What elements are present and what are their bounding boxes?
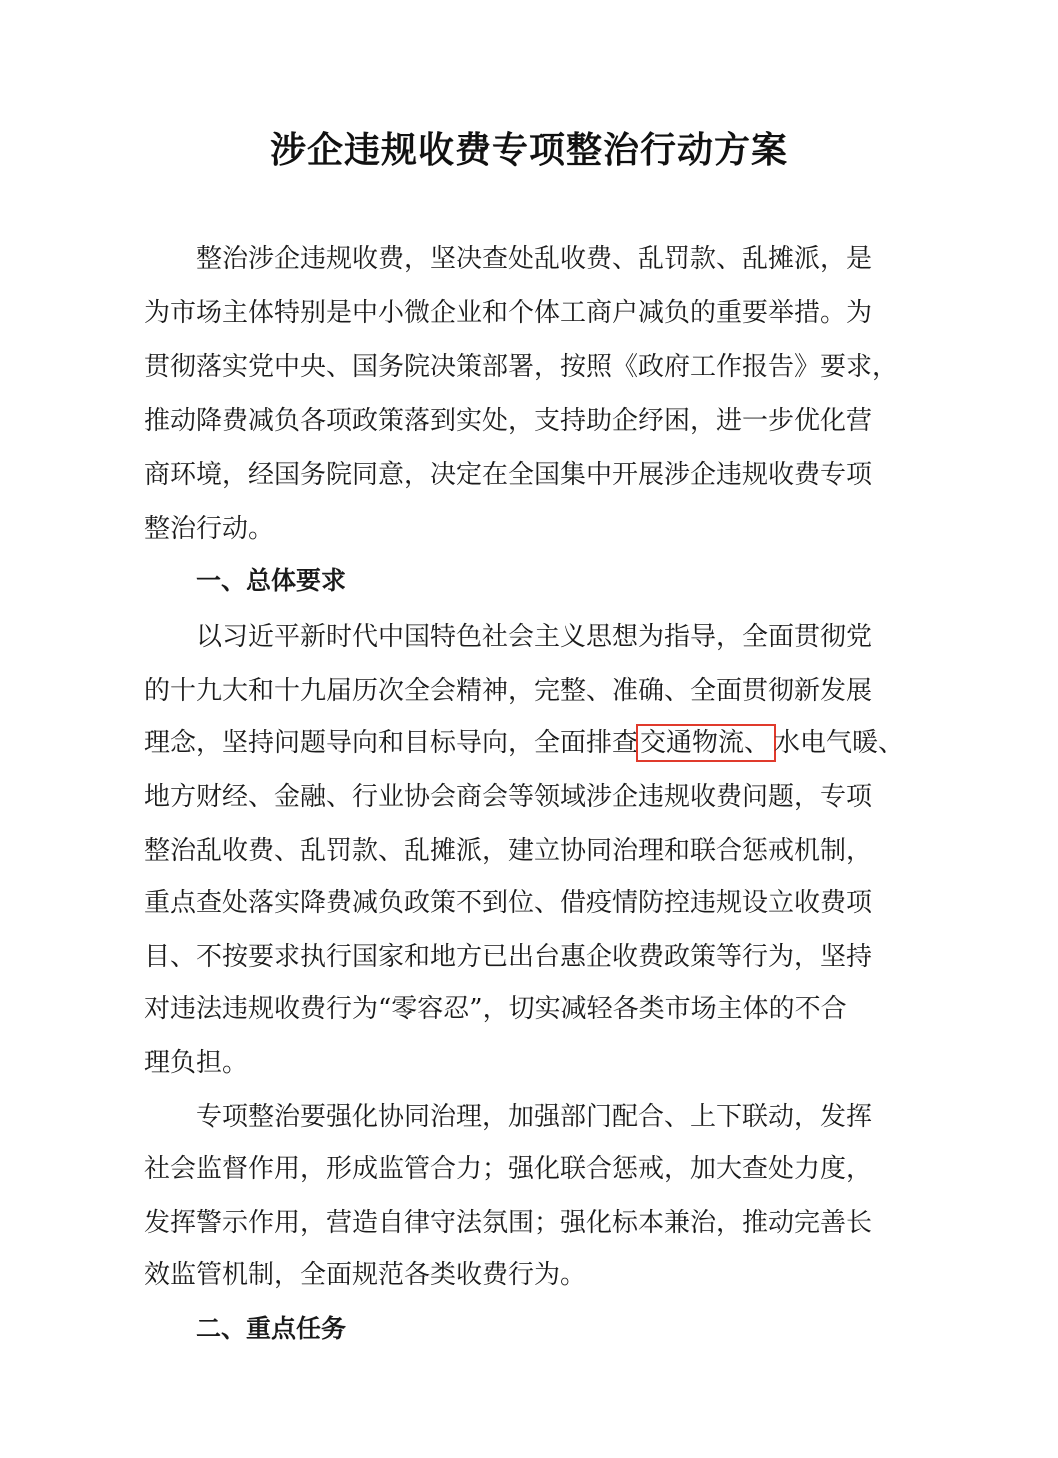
paragraph-3-line-4: 效监管机制，全面规范各类收费行为。 [144, 1260, 587, 1290]
paragraph-2-line-2: 的十九大和十九届历次全会精神，完整、准确、全面贯彻新发展 [144, 676, 873, 706]
document-title: 涉企违规收费专项整治行动方案 [269, 130, 788, 171]
paragraph-2-line-5: 整治乱收费、乱罚款、乱摊派，建立协同治理和联合惩戒机制， [144, 836, 873, 866]
paragraph-1-line-1: 整治涉企违规收费，坚决查处乱收费、乱罚款、乱摊派，是 [196, 244, 873, 274]
paragraph-1-line-3: 贯彻落实党中央、国务院决策部署，按照《政府工作报告》要求， [144, 352, 899, 382]
paragraph-3-line-3: 发挥警示作用，营造自律守法氛围；强化标本兼治，推动完善长 [144, 1208, 873, 1238]
paragraph-2-line-1: 以习近平新时代中国特色社会主义思想为指导，全面贯彻党 [196, 622, 873, 652]
paragraph-2-line-7: 目、不按要求执行国家和地方已出台惠企收费政策等行为，坚持 [144, 942, 873, 972]
paragraph-1-line-5: 商环境，经国务院同意，决定在全国集中开展涉企违规收费专项 [144, 460, 873, 490]
section-heading-1: 一、总体要求 [196, 566, 347, 595]
paragraph-1-line-2: 为市场主体特别是中小微企业和个体工商户减负的重要举措。为 [144, 298, 873, 328]
paragraph-2-line-6: 重点查处落实降费减负政策不到位、借疫情防控违规设立收费项 [144, 888, 873, 918]
highlighted-text-box: 交通物流、 [636, 724, 776, 762]
paragraph-1-line-6: 整治行动。 [144, 514, 275, 544]
paragraph-2-line-3-before: 理念，坚持问题导向和目标导向，全面排查 [144, 728, 639, 758]
section-heading-2: 二、重点任务 [196, 1314, 347, 1343]
paragraph-3-line-2: 社会监督作用，形成监管合力；强化联合惩戒，加大查处力度， [144, 1154, 873, 1184]
paragraph-2-line-3 [144, 716, 904, 770]
paragraph-2-line-9: 理负担。 [144, 1048, 249, 1078]
paragraph-2-line-3-after: 水电气暖、 [774, 728, 904, 758]
paragraph-1-line-4: 推动降费减负各项政策落到实处，支持助企纾困，进一步优化营 [144, 406, 873, 436]
paragraph-2-line-4: 地方财经、金融、行业协会商会等领域涉企违规收费问题，专项 [144, 782, 873, 812]
paragraph-2-line-8: 对违法违规收费行为“零容忍”，切实减轻各类市场主体的不合 [144, 994, 847, 1024]
paragraph-3-line-1: 专项整治要强化协同治理，加强部门配合、上下联动，发挥 [196, 1102, 873, 1132]
